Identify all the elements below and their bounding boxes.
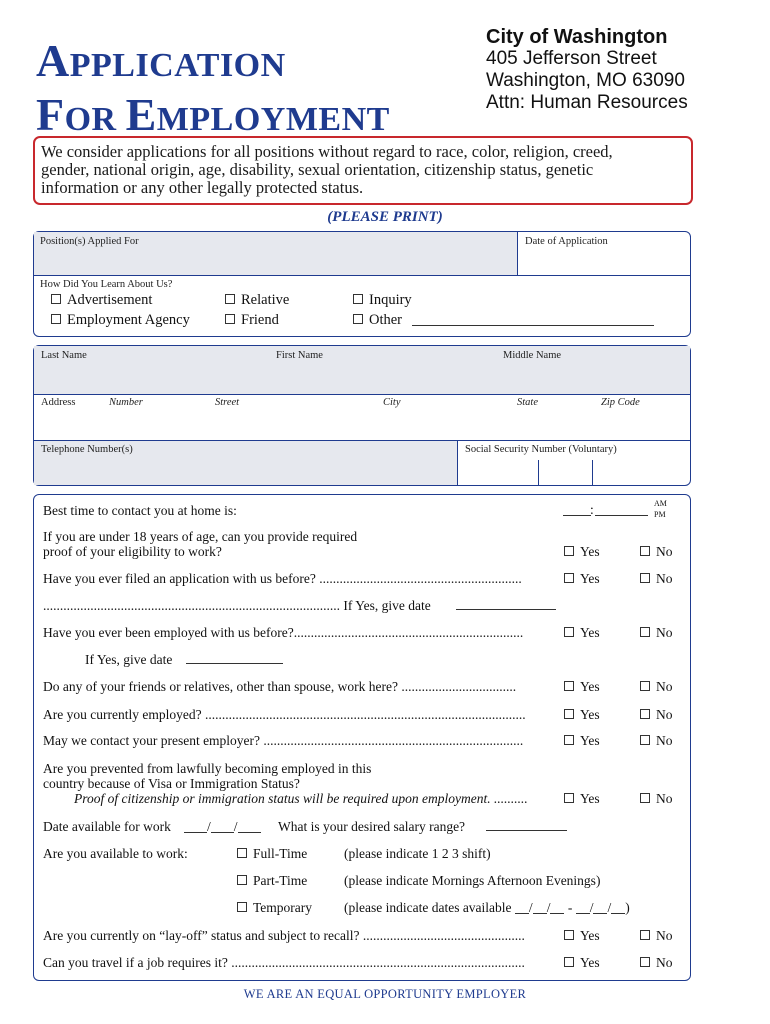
ssn-label: Social Security Number (Voluntary) (465, 444, 617, 455)
middle-name-label: Middle Name (503, 350, 562, 361)
travel-yes[interactable]: Yes (564, 955, 600, 971)
checkbox[interactable] (51, 314, 61, 324)
available-to-work-label: Are you available to work: (43, 846, 188, 861)
please-print-instruction: (PLEASE PRINT) (327, 209, 443, 225)
date-available-input[interactable]: / / (184, 819, 261, 835)
employed-before-question: Have you ever been employed with us before?.................................................................... (43, 625, 524, 640)
title-initial: A (36, 35, 70, 86)
option-relative[interactable]: Relative (225, 292, 289, 309)
contact-employer-question: May we contact your present employer? ............................................................................. (43, 733, 524, 748)
last-name-label: Last Name (41, 350, 87, 361)
checkbox[interactable] (564, 735, 574, 745)
layoff-yes[interactable]: Yes (564, 928, 600, 944)
under-18-yes[interactable]: Yes (564, 544, 600, 560)
title-initial: E (125, 89, 157, 140)
contact-employer-yes[interactable]: Yes (564, 733, 600, 749)
checkbox[interactable] (640, 681, 650, 691)
other-input-line[interactable] (412, 314, 654, 326)
zip-code-label: Zip Code (601, 397, 640, 408)
notice-line: We consider applications for all positions without regard to race, color, religion, creed, (41, 142, 613, 161)
layoff-no[interactable]: No (640, 928, 673, 944)
checkbox[interactable] (564, 627, 574, 637)
filed-before-no[interactable]: No (640, 571, 673, 587)
checkbox[interactable] (564, 573, 574, 583)
friends-question: Do any of your friends or relatives, other than spouse, work here? .................................. (43, 679, 517, 694)
best-time-question: Best time to contact you at home is: (43, 503, 237, 518)
under-18-question-line1: If you are under 18 years of age, can you provide required (43, 529, 358, 544)
divider (34, 394, 690, 395)
employed-before-no[interactable]: No (640, 625, 673, 641)
checkbox[interactable] (640, 709, 650, 719)
checkbox[interactable] (640, 627, 650, 637)
ssn-separator (538, 460, 539, 485)
date-available-label: Date available for work (43, 819, 171, 834)
street-label: Street (215, 397, 240, 408)
currently-employed-question: Are you currently employed? ............................................................................................... (43, 707, 526, 722)
title-rest: PPLICATION (69, 47, 286, 84)
option-other[interactable]: Other (353, 312, 654, 329)
contact-employer-no[interactable]: No (640, 733, 673, 749)
filed-before-date-label: ........................................................................................ If Yes, give date (43, 598, 431, 613)
checkbox[interactable] (225, 294, 235, 304)
under-18-no[interactable]: No (640, 544, 673, 560)
checkbox[interactable] (225, 314, 235, 324)
employed-before-yes[interactable]: Yes (564, 625, 600, 641)
checkbox[interactable] (353, 314, 363, 324)
checkbox[interactable] (564, 681, 574, 691)
checkbox[interactable] (640, 930, 650, 940)
am-pm-choice[interactable]: AM PM (654, 499, 667, 519)
employed-before-date-label: If Yes, give date (85, 652, 173, 667)
checkbox[interactable] (564, 957, 574, 967)
option-advertisement[interactable]: Advertisement (51, 292, 152, 309)
part-time-note: (please indicate Mornings Afternoon Evenings) (344, 873, 601, 888)
state-label: State (517, 397, 538, 408)
time-colon: : (590, 502, 594, 517)
equal-opportunity-footer: WE ARE AN EQUAL OPPORTUNITY EMPLOYER (243, 987, 527, 1001)
checkbox[interactable] (640, 793, 650, 803)
visa-question-line2: country because of Visa or Immigration Status? (43, 776, 300, 791)
checkbox[interactable] (237, 848, 247, 858)
part-time-option[interactable]: Part-Time (237, 873, 307, 889)
option-friend[interactable]: Friend (225, 312, 279, 329)
full-time-option[interactable]: Full-Time (237, 846, 307, 862)
notice-line: gender, national origin, age, disability, sexual orientation, citizenship status, genetic (41, 160, 594, 179)
salary-range-label: What is your desired salary range? (278, 819, 466, 834)
form-title-line1 (36, 34, 286, 87)
checkbox[interactable] (564, 709, 574, 719)
salary-input-line[interactable] (486, 819, 567, 831)
travel-question: Can you travel if a job requires it? ....................................................................................... (43, 955, 525, 970)
checkbox[interactable] (640, 957, 650, 967)
checkbox[interactable] (51, 294, 61, 304)
under-18-question-line2: proof of your eligibility to work? (43, 544, 222, 559)
city-label: City (383, 397, 401, 408)
first-name-label: First Name (276, 350, 323, 361)
employed-date-input-line[interactable] (186, 652, 283, 664)
checkbox[interactable] (353, 294, 363, 304)
title-rest: OR (64, 101, 126, 138)
address-city-state-zip: Washington, MO 63090 (486, 70, 685, 91)
telephone-label: Telephone Number(s) (41, 444, 133, 455)
title-rest: MPLOYMENT (156, 101, 390, 138)
ssn-separator (592, 460, 593, 485)
temporary-note: (please indicate dates available / / - / / ) (344, 900, 630, 915)
visa-question-line3: Proof of citizenship or immigration status will be required upon employment. .......... (74, 791, 528, 806)
filed-before-yes[interactable]: Yes (564, 571, 600, 587)
hour-input-line[interactable] (563, 504, 591, 516)
checkbox[interactable] (564, 793, 574, 803)
notice-line: information or any other legally protected status. (41, 178, 364, 197)
checkbox[interactable] (640, 735, 650, 745)
currently-employed-yes[interactable]: Yes (564, 707, 600, 723)
personal-info-section (33, 345, 691, 486)
address-city-name: City of Washington (486, 26, 668, 48)
divider (517, 232, 518, 275)
position-label: Position(s) Applied For (40, 236, 139, 247)
full-time-note: (please indicate 1 2 3 shift) (344, 846, 491, 861)
date-of-application-label: Date of Application (525, 236, 608, 247)
travel-no[interactable]: No (640, 955, 673, 971)
filed-before-question: Have you ever filed an application with us before? ............................................................ (43, 571, 522, 586)
filed-date-input-line[interactable] (456, 598, 556, 610)
equal-opportunity-notice (33, 136, 693, 205)
number-label: Number (109, 397, 143, 408)
visa-yes[interactable]: Yes (564, 791, 600, 807)
position-section (33, 231, 691, 337)
divider (34, 275, 690, 276)
option-inquiry[interactable]: Inquiry (353, 292, 412, 309)
address-street: 405 Jefferson Street (486, 48, 657, 69)
friends-no[interactable]: No (640, 679, 673, 695)
divider (457, 441, 458, 485)
option-employment-agency[interactable]: Employment Agency (51, 312, 190, 329)
checkbox[interactable] (640, 546, 650, 556)
address-attn: Attn: Human Resources (486, 92, 688, 113)
layoff-question: Are you currently on “lay-off” status and subject to recall? ................................................ (43, 928, 525, 943)
currently-employed-no[interactable]: No (640, 707, 673, 723)
mailing-address (486, 26, 688, 114)
name-field-shade (34, 346, 690, 394)
temporary-option[interactable]: Temporary (237, 900, 312, 916)
visa-question-line1: Are you prevented from lawfully becoming employed in this (43, 761, 372, 776)
title-initial: F (36, 89, 65, 140)
checkbox[interactable] (564, 930, 574, 940)
friends-yes[interactable]: Yes (564, 679, 600, 695)
how-learn-label: How Did You Learn About Us? (40, 279, 173, 290)
address-label: Address (41, 397, 76, 408)
checkbox[interactable] (237, 902, 247, 912)
minute-input-line[interactable] (595, 504, 648, 516)
checkbox[interactable] (564, 546, 574, 556)
form-title-line2 (36, 88, 390, 141)
visa-no[interactable]: No (640, 791, 673, 807)
checkbox[interactable] (640, 573, 650, 583)
checkbox[interactable] (237, 875, 247, 885)
